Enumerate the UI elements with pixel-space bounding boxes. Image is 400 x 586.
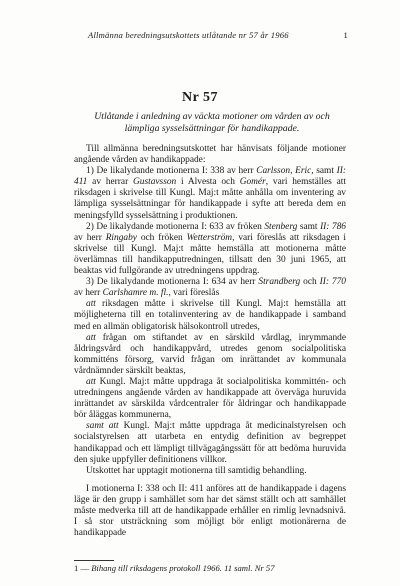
document-subtitle: Utlåtande i anledning av väckta motioner om vården av och lämpliga sysselsättningar för handikappade. [94,111,330,135]
motion-2-paragraph: 2) De likalydande motionerna I: 633 av fröken Stenberg samt II: 786 av herr Ringaby och fröken Wetterström, vari föreslås att riksdagen i skrivelse till Kungl. Maj:t måtte hemställa att motionerna måtte överlämnas till handikapputredningen, tillsatt den 30 juni 1965, att beaktas vid fullgörande av utredningens uppdrag. [74,221,346,277]
footnote-rule [74,560,114,561]
clause-paragraph: att frågan om stiftandet av en särskild vårdlag, inrymmande åldringsvård och handikappvård, utredes genom socialpolitiska kommitténs försorg, varvid frågan om inrättandet av kommunala vårdnämnder särskilt beaktas, [74,332,346,376]
footnote-text: Bihang till riksdagens protokoll 1966. 11 saml. Nr 57 [91,563,275,573]
intro-paragraph: Till allmänna beredningsutskottet har hänvisats följande motioner angående vården av handikappade: [74,144,346,166]
clause-paragraph: samt att Kungl. Maj:t måtte uppdraga åt medicinalstyrelsen och socialstyrelsen att utarbeta en entydig definition av begreppet handikappad och ett lämpligt tillvägagångssätt för att bedöma huruvida den sjuke uppfyller definitionens villkor. [74,421,346,465]
running-header [88,30,348,40]
document-body [74,144,346,539]
clause-paragraph: att riksdagen måtte i skrivelse till Kungl. Maj:t hemställa att möjligheterna till en totalinventering av de handikappade i samband med en allmän obligatorisk hälsokontroll utredes, [74,299,346,332]
footnote-number: 1 [74,563,79,573]
treatment-paragraph: Utskottet har upptagit motionerna till samtidig behandling. [86,465,307,476]
footnote: 1 — Bihang till riksdagens protokoll 1966. 11 saml. Nr 57 [74,563,275,573]
discussion-paragraph: I motionerna I: 338 och II: 411 anföres att de handikappade i dagens läge är den grupp i samhället som har det sämst ställt och att samhället måste medverka till att de handikappade erhåller en rimlig levnadsnivå. I så stor utsträckning som möjligt bör enligt motionärerna de handikappade [74,483,346,539]
page-number: 1 [343,30,348,40]
document-title: Nr 57 [181,90,219,105]
motion-1-paragraph: 1) De likalydande motionerna I: 338 av herr Carlsson, Eric, samt II: 411 av herrar Gustavsson i Alvesta och Gomér, vari hemställes att riksdagen i skrivelse till Kungl. Maj:t måtte anhålla om inventering av lämpliga sysselsättningar för handikappade i syfte att bereda dem en meningsfylld sysselsättning i produktionen. [74,166,346,221]
running-title: Allmänna beredningsutskottets utlåtande nr 57 år 1966 [88,30,289,40]
clause-paragraph: att Kungl. Maj:t måtte uppdraga åt socialpolitiska kommittén- och utredningens angående vården av handikappade att överväga huruvida inrättandet av särskilda vårdcentraler för åldringar och handikappade bör åläggas kommunerna, [74,376,346,421]
motion-3-paragraph: 3) De likalydande motionerna I: 634 av herr Strandberg och II: 770 av herr Carlshamre m. fl., vari föreslås [74,277,346,299]
